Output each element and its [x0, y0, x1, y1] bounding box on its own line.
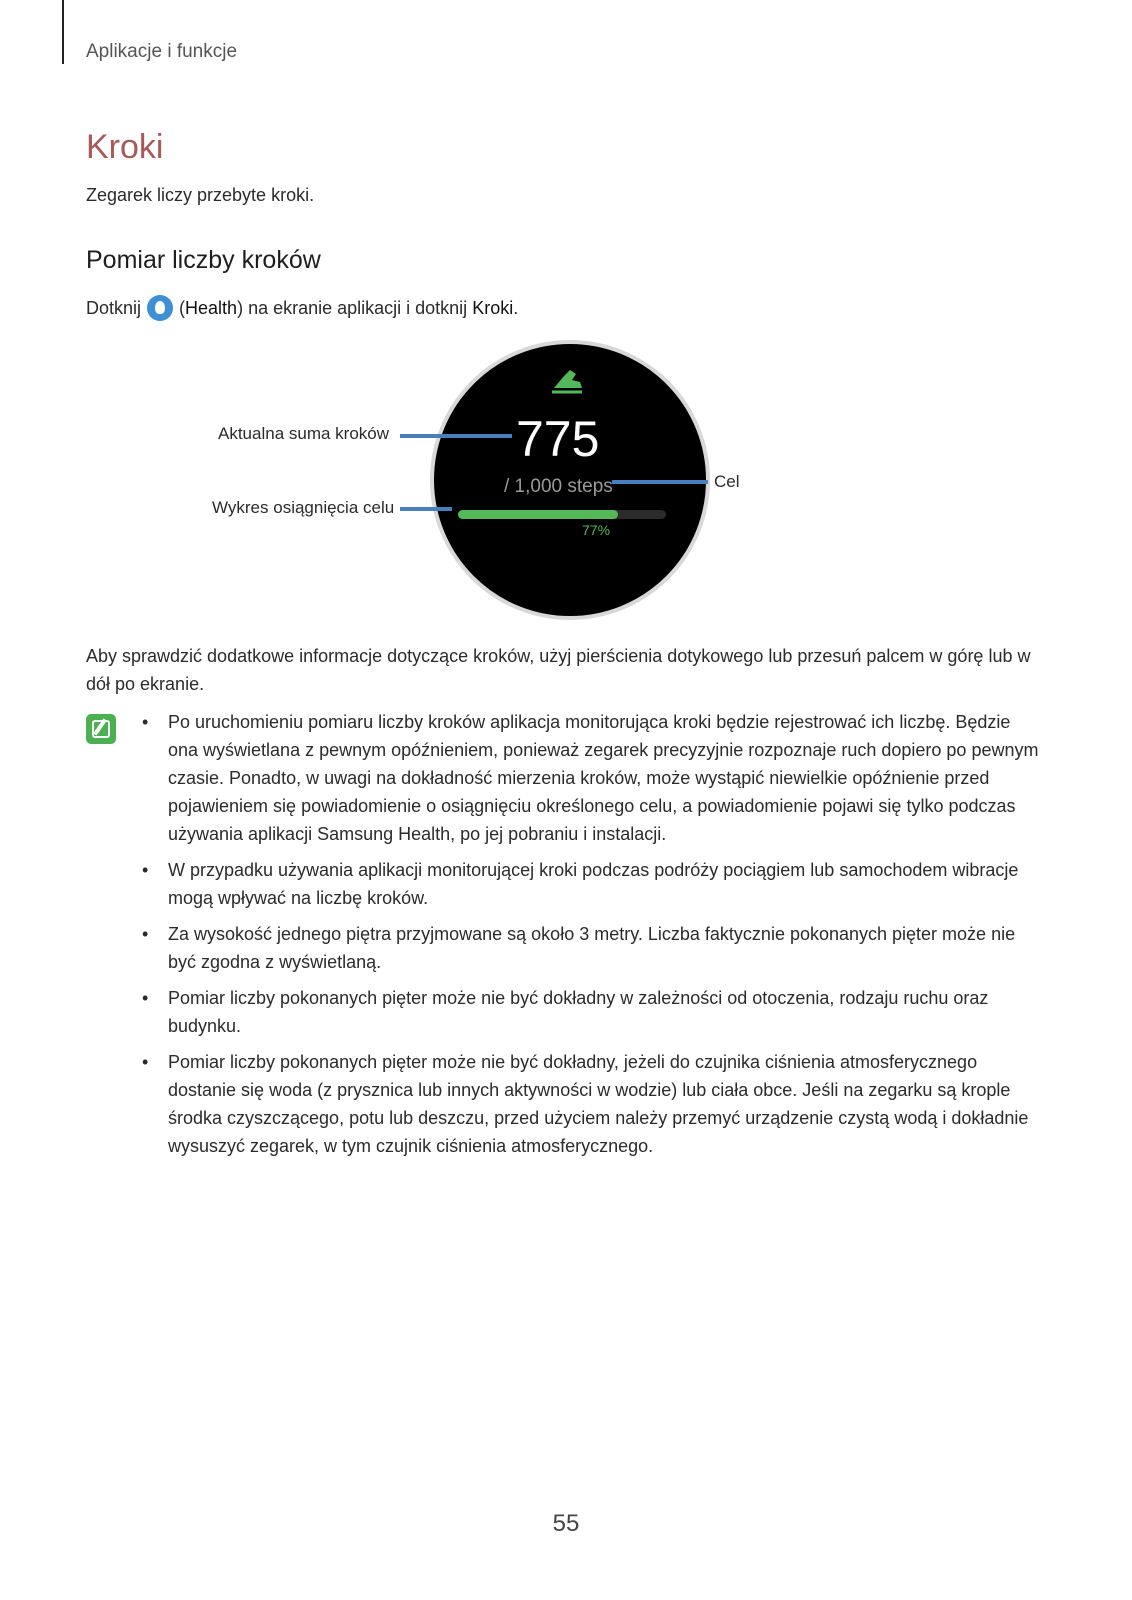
leader-chart: [400, 507, 452, 511]
step-count: 775: [516, 411, 600, 467]
note-item: • Pomiar liczby pokonanych pięter może nie być dokładny, jeżeli do czujnika ciśnienia atmosferycznego dostanie się woda (z prysznica lub innych aktywności w wodzie) lub ciała obce. Jeśli na zegarku są krople środka czyszczącego, potu lub deszczu, przed użyciem należy przemyć urządzenie czystą wodą i dokładnie wysuszyć zegarek, w tym czujnik ciśnienia atmosferycznego.: [142, 1048, 1042, 1160]
callout-current-steps: Aktualna suma kroków: [218, 424, 390, 443]
instruction-app-name: Health: [185, 298, 238, 318]
note-item: • Pomiar liczby pokonanych pięter może nie być dokładny w zależności od otoczenia, rodzaju ruchu oraz budynku.: [142, 984, 1042, 1040]
instruction-end: .: [513, 298, 519, 318]
breadcrumb: Aplikacje i funkcje: [86, 41, 238, 62]
body-paragraph: Aby sprawdzić dodatkowe informacje dotyczące kroków, użyj pierścienia dotykowego lub przesuń palcem w górę lub w dół po ekranie.: [86, 646, 1031, 694]
watch-illustration: [0, 340, 1132, 620]
leader-current-steps: [400, 434, 512, 438]
section-subtitle: Pomiar liczby kroków: [86, 246, 321, 274]
instruction-pre: Dotknij: [86, 298, 142, 318]
intro-text: Zegarek liczy przebyte kroki.: [86, 185, 315, 205]
shoe-icon: [550, 366, 586, 396]
health-app-icon: [147, 295, 173, 321]
note-item: • Za wysokość jednego piętra przyjmowane są około 3 metry. Liczba faktycznie pokonanych pięter może nie być zgodna z wyświetlaną.: [142, 920, 1042, 976]
goal-progress-track: [458, 510, 666, 519]
note-item: • Po uruchomieniu pomiaru liczby kroków aplikacja monitorująca kroki będzie rejestrować ich liczbę. Będzie ona wyświetlana z pewnym opóźnieniem, ponieważ zegarek precyzyjnie rozpoznaje ruch dopiero po pewnym czasie. Ponadto, w uwagi na dokładność mierzenia kroków, może wystąpić niewielkie opóźnienie przed pojawieniem się powiadomienie o osiągnięciu określonego celu, a powiadomienie pojawi się tylko podczas używania aplikacji Samsung Health, po jej pobraniu i instalacji.: [142, 708, 1042, 848]
instruction-line: Dotknij (Health) na ekranie aplikacji i dotknij Kroki.: [86, 295, 518, 321]
note-item: • W przypadku używania aplikacji monitorującej kroki podczas podróży pociągiem lub samochodem wibracje mogą wpływać na liczbę kroków.: [142, 856, 1042, 912]
goal-percent: 77%: [582, 522, 611, 538]
page-number: 55: [552, 1510, 580, 1537]
step-goal: / 1,000 steps: [504, 476, 613, 497]
instruction-mid: na ekranie aplikacji i dotknij: [248, 298, 468, 318]
leader-goal: [612, 480, 708, 484]
page-title: Kroki: [86, 128, 164, 166]
instruction-target: Kroki: [472, 298, 514, 318]
callout-chart: Wykres osiągnięcia celu: [212, 498, 395, 517]
notes-list: [142, 708, 1042, 1168]
note-icon: [86, 714, 116, 744]
goal-progress-fill: [458, 510, 618, 519]
callout-goal: Cel: [714, 472, 740, 491]
header-rule: [62, 0, 64, 64]
